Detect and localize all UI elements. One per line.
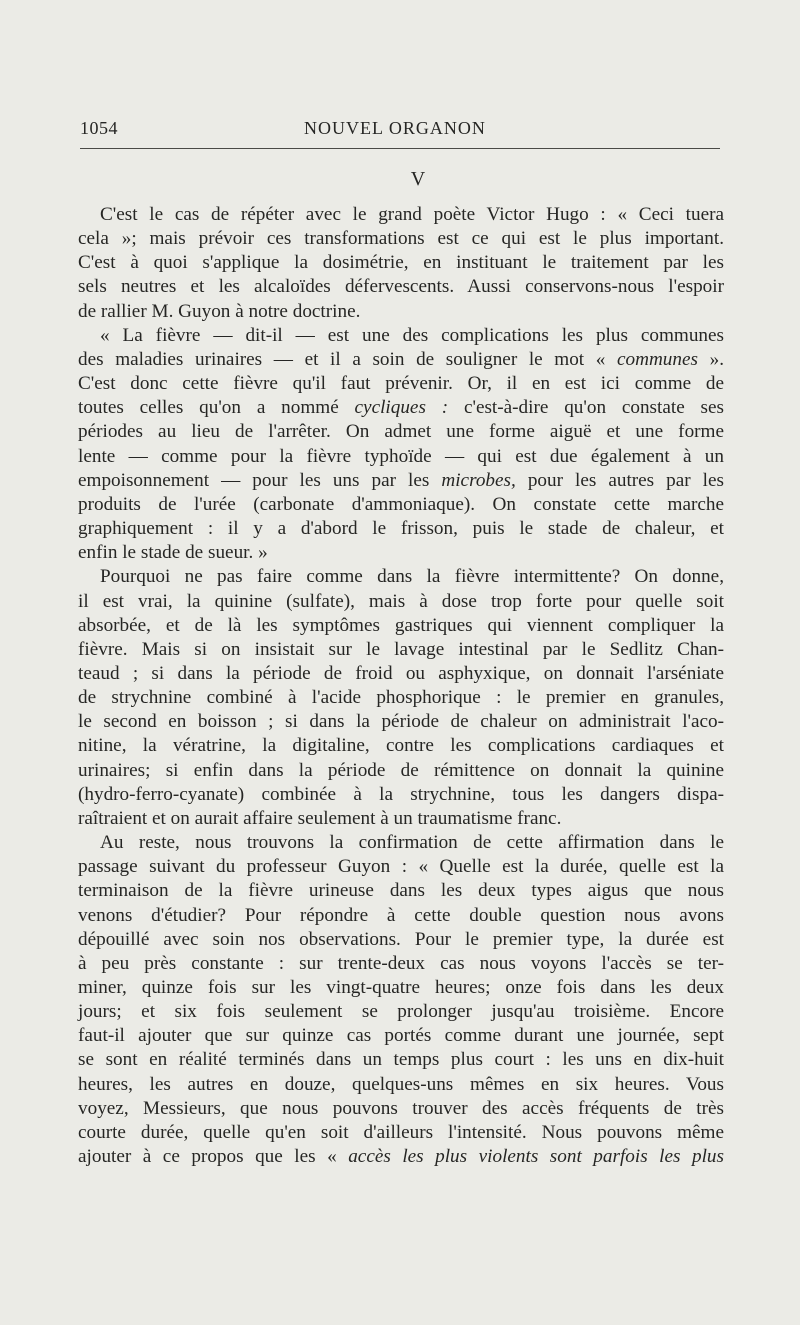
text-span: empoisonnement — pour les uns par les xyxy=(78,469,442,491)
text-span: ajouter à ce propos que les « xyxy=(78,1146,349,1168)
text-line: graphiquement : il y a d'abord le frisson, puis le stade de chaleur, et xyxy=(78,518,724,540)
text-line: venons d'étudier? Pour répondre à cette double question nous avons xyxy=(78,904,724,926)
page-number: 1054 xyxy=(80,118,118,138)
text-line: il est vrai, la quinine (sulfate), mais à dose trop forte pour quelle soit xyxy=(78,590,724,612)
text-line: nitine, la vératrine, la digitaline, contre les complications cardiaques et xyxy=(78,735,724,757)
emphasis-cycliques: cycliques : xyxy=(354,397,449,419)
text-line: jours; et six fois seulement se prolonger jusqu'au troisième. Encore xyxy=(78,1001,724,1023)
text-line: absorbée, et de là les symptômes gastriques qui viennent compliquer la xyxy=(78,614,724,636)
text-line: fièvre. Mais si on insistait sur le lavage intestinal par le Sedlitz Chan- xyxy=(78,638,724,660)
text-line: miner, quinze fois sur les vingt-quatre heures; onze fois dans les deux xyxy=(78,977,724,998)
text-line: dépouillé avec soin nos observations. Pour le premier type, la durée est xyxy=(78,928,724,950)
running-title: NOUVEL ORGANON xyxy=(304,118,486,138)
text-line: lente — comme pour la fièvre typhoïde — qui est due également à un xyxy=(78,445,724,467)
text-span: pour les autres par les xyxy=(515,469,724,491)
text-line: produits de l'urée (carbonate d'ammoniaque). On constate cette marche xyxy=(78,493,724,515)
section-title: V xyxy=(410,168,426,190)
text-line: raîtraient et on aurait affaire seulement à un traumatisme franc. xyxy=(78,807,562,829)
text-line xyxy=(78,396,724,420)
header-rule xyxy=(80,148,720,149)
text-line: courte durée, quelle qu'en soit d'ailleurs l'intensité. Nous pouvons même xyxy=(78,1121,724,1143)
text-line: sels neutres et les alcaloïdes défervescents. Aussi conservons-nous l'espoir xyxy=(78,276,724,298)
text-line: « La fièvre — dit-il — est une des complications les plus communes xyxy=(100,324,724,346)
body-text xyxy=(78,203,724,1169)
text-line: se sont en réalité terminés dans un temps plus court : les uns en dix-huit xyxy=(78,1049,724,1071)
text-line: teaud ; si dans la période de froid ou asphyxique, on donnait l'arséniate xyxy=(78,662,724,684)
emphasis-communes: communes xyxy=(616,348,698,370)
text-line: à peu près constante : sur trente-deux cas nous voyons l'accès se ter- xyxy=(78,952,724,974)
text-line: de strychnine combiné à l'acide phosphorique : le premier en granules, xyxy=(78,687,724,709)
text-span: c'est-à-dire qu'on constate ses xyxy=(448,397,724,419)
text-span: toutes celles qu'on a nommé xyxy=(78,397,355,419)
emphasis-quote: accès les plus violents sont parfois les plus xyxy=(348,1146,724,1168)
text-line: de rallier M. Guyon à notre doctrine. xyxy=(78,300,361,322)
text-line: faut-il ajouter que sur quinze cas portés comme durant une journée, sept xyxy=(78,1025,724,1047)
text-line xyxy=(78,348,724,372)
text-line: Pourquoi ne pas faire comme dans la fièvre intermittente? On donne, xyxy=(100,566,724,588)
text-line: passage suivant du professeur Guyon : « Quelle est la durée, quelle est la xyxy=(78,856,724,878)
text-line: (hydro-ferro-cyanate) combinée à la strychnine, tous les dangers dispa- xyxy=(78,783,724,805)
text-line: urinaires; si enfin dans la période de rémittence on donnait la quinine xyxy=(78,759,724,781)
text-line: terminaison de la fièvre urineuse dans les deux types aigus que nous xyxy=(78,880,724,902)
text-line: périodes au lieu de l'arrêter. On admet une forme aiguë et une forme xyxy=(78,421,724,443)
text-line: heures, les autres en douze, quelques-uns mêmes en six heures. Vous xyxy=(78,1073,724,1095)
text-line: cela »; mais prévoir ces transformations est ce qui est le plus important. xyxy=(78,228,724,250)
text-line: enfin le stade de sueur. » xyxy=(78,542,268,564)
text-line: C'est à quoi s'applique la dosimétrie, en instituant le traitement par les xyxy=(78,252,724,274)
text-line: C'est donc cette fièvre qu'il faut prévenir. Or, il en est ici comme de xyxy=(78,373,724,395)
text-line: voyez, Messieurs, que nous pouvons trouver des accès fréquents de très xyxy=(78,1097,724,1119)
text-span: des maladies urinaires — et il a soin de souligner le mot « xyxy=(78,348,617,370)
text-span: ». xyxy=(697,348,724,370)
text-line: Au reste, nous trouvons la confirmation de cette affirmation dans le xyxy=(100,832,724,854)
text-line xyxy=(78,1145,724,1169)
text-line xyxy=(78,469,724,493)
text-line: le second en boisson ; si dans la période de chaleur on administrait l'aco- xyxy=(78,711,724,733)
emphasis-microbes: microbes, xyxy=(441,469,516,491)
text-line: C'est le cas de répéter avec le grand poète Victor Hugo : « Ceci tuera xyxy=(100,204,724,225)
